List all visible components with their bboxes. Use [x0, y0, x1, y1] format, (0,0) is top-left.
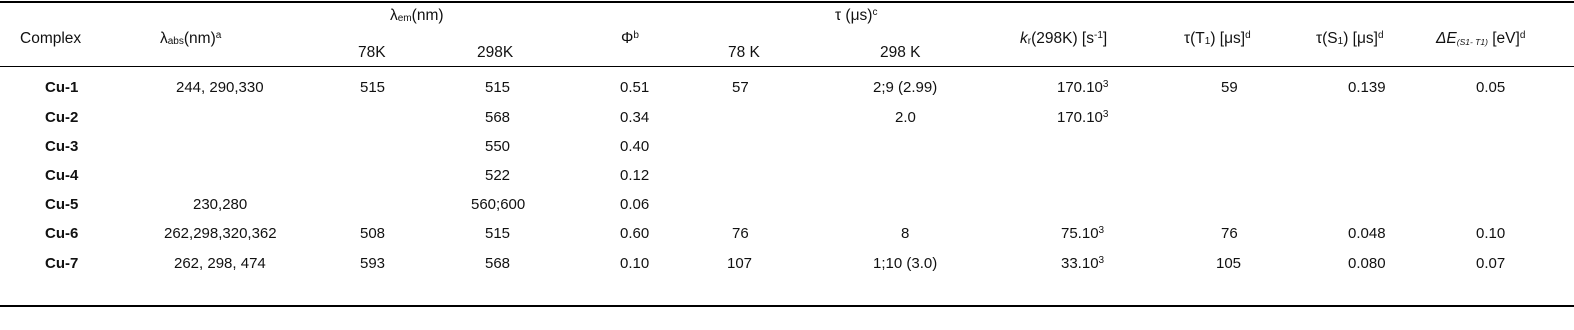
cell-complex: Cu-1 [45, 79, 79, 96]
cell-tau78: 57 [732, 79, 749, 96]
header-lambda-em-298k: 298K [477, 44, 514, 61]
cell-labs: 262, 298, 474 [174, 255, 266, 272]
cell-em78: 508 [360, 225, 386, 242]
header-delta-e-symbol: ΔE [1436, 30, 1457, 47]
cell-tS1: 0.139 [1348, 79, 1386, 96]
header-tau-s1-pre: τ(S [1316, 30, 1338, 47]
header-tau-t1-sub: 1 [1204, 36, 1211, 47]
cell-complex: Cu-5 [45, 196, 79, 213]
header-phi-sup: b [633, 30, 639, 41]
cell-tau298: 2;9 (2.99) [873, 79, 938, 96]
header-delta-e-sub: (S1- T1) [1456, 37, 1488, 47]
header-delta-e-sup: d [1519, 30, 1526, 41]
cell-em298: 515 [485, 225, 511, 242]
header-tau-t1-pre: τ(T [1184, 30, 1205, 47]
header-lambda-em-sub: em [397, 13, 412, 24]
cell-tT1: 76 [1221, 225, 1238, 242]
header-kr-symbol: k [1020, 30, 1028, 47]
cell-labs: 244, 290,330 [176, 79, 264, 96]
header-rule [0, 66, 1574, 67]
cell-tT1: 105 [1216, 255, 1242, 272]
cell-complex: Cu-3 [45, 138, 79, 155]
cell-kr [1061, 225, 1104, 243]
header-lambda-abs-unit: (nm) [183, 30, 216, 47]
cell-labs: 262,298,320,362 [164, 225, 277, 242]
cell-tau78: 107 [727, 255, 753, 272]
header-lambda-em [390, 7, 444, 25]
header-phi [621, 30, 639, 48]
cell-em298: 568 [485, 255, 511, 272]
cell-tS1: 0.048 [1348, 225, 1386, 242]
cell-phi: 0.34 [620, 109, 650, 126]
cell-kr [1057, 79, 1108, 97]
cell-kr [1061, 255, 1104, 273]
header-lambda-abs-sup: a [215, 30, 222, 41]
header-delta-e-unit: [eV] [1487, 30, 1520, 47]
header-delta-e [1436, 30, 1525, 48]
header-lambda-em-symbol: λ [390, 7, 398, 24]
cell-tau78: 76 [732, 225, 749, 242]
cell-phi: 0.06 [620, 196, 650, 213]
bottom-rule [0, 305, 1574, 307]
header-tau-s1 [1316, 30, 1384, 48]
cell-phi: 0.51 [620, 79, 650, 96]
header-lambda-em-unit: (nm) [411, 7, 444, 24]
header-tau-s1-post: ) [μs] [1343, 30, 1378, 47]
header-tau-sup: c [872, 7, 878, 18]
cell-em298: 568 [485, 109, 511, 126]
header-tau-s1-sup: d [1377, 30, 1384, 41]
kr-exponent: 3 [1102, 79, 1109, 90]
cell-em298: 515 [485, 79, 511, 96]
cell-phi: 0.12 [620, 167, 650, 184]
kr-base: 33.10 [1061, 255, 1099, 272]
header-tau [835, 7, 877, 25]
kr-exponent: 3 [1102, 109, 1109, 120]
cell-em298: 522 [485, 167, 511, 184]
header-kr [1020, 30, 1107, 48]
cell-phi: 0.60 [620, 225, 650, 242]
header-tau-s1-sub: 1 [1337, 36, 1344, 47]
header-phi-symbol: Φ [621, 30, 634, 47]
header-kr-end: ] [1102, 30, 1108, 47]
cell-em78: 593 [360, 255, 386, 272]
kr-base: 170.10 [1057, 109, 1103, 126]
cell-kr [1057, 109, 1108, 127]
kr-exponent: 3 [1098, 225, 1105, 236]
cell-em78: 515 [360, 79, 386, 96]
cell-phi: 0.40 [620, 138, 650, 155]
kr-exponent: 3 [1098, 255, 1105, 266]
header-kr-sup: -1 [1093, 30, 1103, 41]
header-tau-t1-sup: d [1245, 30, 1251, 41]
cell-dE: 0.07 [1476, 255, 1506, 272]
header-kr-sub: r [1027, 36, 1032, 47]
header-lambda-abs-sub: abs [167, 36, 184, 47]
cell-complex: Cu-2 [45, 109, 79, 126]
kr-base: 170.10 [1057, 79, 1103, 96]
cell-tau298: 8 [901, 225, 910, 242]
cell-tau298: 1;10 (3.0) [873, 255, 938, 272]
header-tau-298k: 298 K [880, 44, 921, 61]
header-lambda-abs-symbol: λ [160, 30, 168, 47]
header-tau-t1-post: ) [μs] [1210, 30, 1246, 47]
header-tau-t1 [1184, 30, 1251, 48]
cell-em298: 550 [485, 138, 511, 155]
header-tau-text: τ (μs) [835, 7, 873, 24]
header-kr-rest: (298K) [s [1031, 30, 1094, 47]
cell-labs: 230,280 [193, 196, 248, 213]
cell-tau298: 2.0 [895, 109, 916, 126]
top-rule [0, 1, 1574, 3]
cell-complex: Cu-6 [45, 225, 79, 242]
cell-tS1: 0.080 [1348, 255, 1386, 272]
cell-complex: Cu-4 [45, 167, 79, 184]
cell-phi: 0.10 [620, 255, 650, 272]
cell-complex: Cu-7 [45, 255, 79, 272]
cell-em298: 560;600 [471, 196, 526, 213]
header-lambda-abs [160, 30, 221, 48]
header-complex: Complex [20, 30, 82, 47]
header-tau-78k: 78 K [728, 44, 760, 61]
kr-base: 75.10 [1061, 225, 1099, 242]
cell-dE: 0.10 [1476, 225, 1506, 242]
cell-tT1: 59 [1221, 79, 1238, 96]
cell-dE: 0.05 [1476, 79, 1506, 96]
header-lambda-em-78k: 78K [358, 44, 386, 61]
